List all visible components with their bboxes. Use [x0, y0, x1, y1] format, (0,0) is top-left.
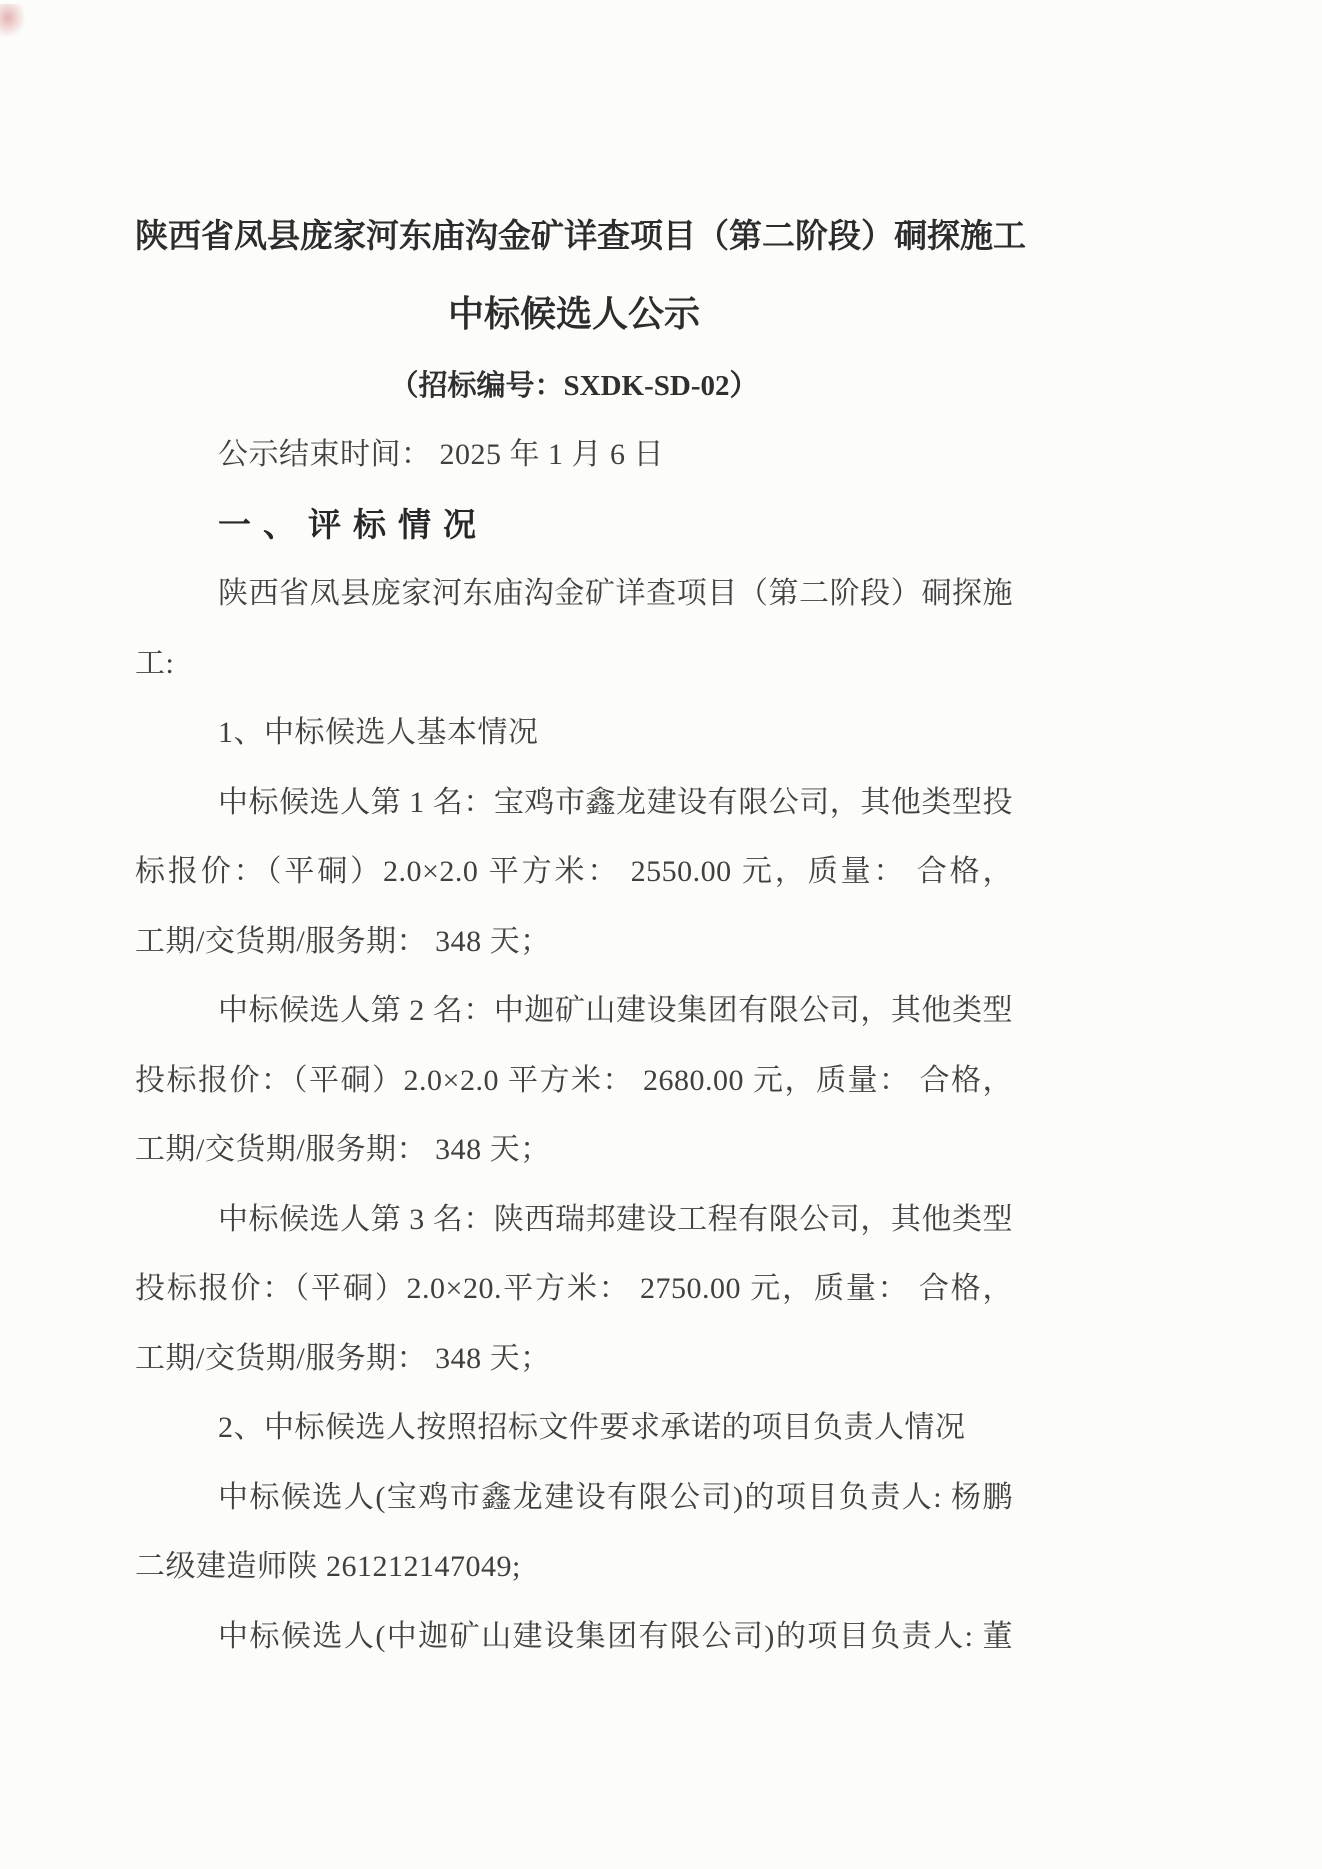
candidate-3-line-3: 工期/交货期/服务期： 348 天； [135, 1341, 551, 1375]
publicity-end-time-line: 公示结束时间： 2025 年 1 月 6 日 [218, 438, 664, 471]
candidate-2-line-1: 中标候选人第 2 名：中迦矿山建设集团有限公司，其他类型 [218, 994, 1013, 1027]
scan-smudge-mark [0, 4, 26, 38]
project-manager-2-line-1: 中标候选人(中迦矿山建设集团有限公司)的项目负责人: 董 [218, 1619, 1013, 1653]
project-manager-1-line-1: 中标候选人(宝鸡市鑫龙建设有限公司)的项目负责人: 杨鹏 [218, 1480, 1013, 1514]
section-1-intro-line-1: 陕西省凤县庞家河东庙沟金矿详查项目（第二阶段）硐探施 [218, 577, 1013, 610]
tender-number-line: （招标编号：SXDK-SD-02） [389, 370, 759, 402]
subsection-2-heading: 2、中标候选人按照招标文件要求承诺的项目负责人情况 [218, 1411, 966, 1444]
candidate-2-line-3: 工期/交货期/服务期： 348 天； [135, 1133, 551, 1166]
section-1-heading: 一、评标情况 [218, 505, 488, 543]
candidate-1-line-1: 中标候选人第 1 名：宝鸡市鑫龙建设有限公司，其他类型投 [218, 785, 1013, 819]
section-1-intro-line-2: 工: [135, 646, 175, 680]
candidate-2-line-2: 投标报价：（平硐）2.0×2.0 平方米： 2680.00 元，质量： 合格， [135, 1063, 1013, 1097]
candidate-3-line-2: 投标报价：（平硐）2.0×20.平方米： 2750.00 元，质量： 合格， [135, 1272, 1013, 1305]
candidate-3-line-1: 中标候选人第 3 名：陕西瑞邦建设工程有限公司，其他类型 [218, 1202, 1013, 1236]
document-content [135, 200, 1026, 1671]
document-title-line-1: 陕西省凤县庞家河东庙沟金矿详查项目（第二阶段）硐探施工 [135, 219, 1026, 255]
subsection-1-heading: 1、中标候选人基本情况 [218, 716, 539, 749]
document-body [135, 420, 1013, 1671]
project-manager-1-line-2: 二级建造师陕 261212147049; [135, 1550, 521, 1583]
document-title-line-2: 中标候选人公示 [447, 294, 700, 334]
candidate-1-line-2: 标报价：（平硐）2.0×2.0 平方米： 2550.00 元，质量： 合格， [135, 855, 1013, 888]
candidate-1-line-3: 工期/交货期/服务期： 348 天； [135, 924, 551, 958]
